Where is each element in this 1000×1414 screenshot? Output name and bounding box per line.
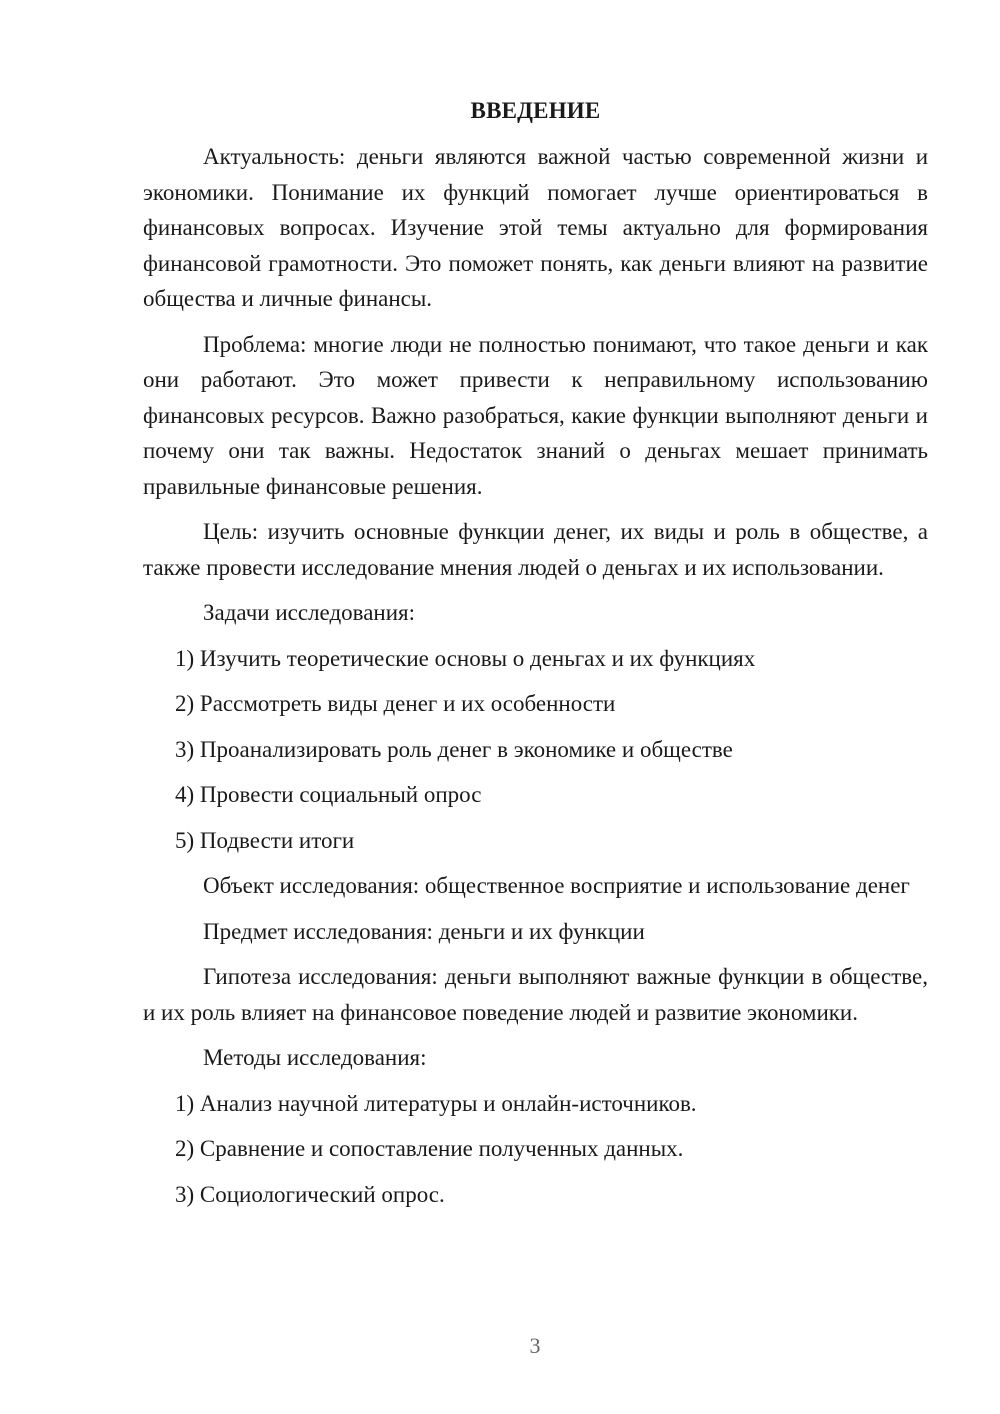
page-title: ВВЕДЕНИЕ xyxy=(470,98,601,123)
page-number: 3 xyxy=(529,1333,541,1358)
object-paragraph: Объект исследования: общественное восприятие и использование денег xyxy=(203,873,910,898)
list-item: 2) Сравнение и сопоставление полученных данных. xyxy=(175,1136,684,1161)
methods-heading: Методы исследования: xyxy=(203,1045,427,1070)
list-item: 4) Провести социальный опрос xyxy=(175,782,482,807)
hypothesis-paragraph: Гипотеза исследования: деньги выполняют важные функции в обществе, и их роль влияет на финансовое поведение людей и развитие экономики. xyxy=(143,964,928,1025)
list-item: 3) Проанализировать роль денег в экономике и обществе xyxy=(175,736,733,762)
document-page xyxy=(143,95,928,1222)
goal-paragraph: Цель: изучить основные функции денег, их виды и роль в обществе, а также провести исследование мнения людей о деньгах и их использовании. xyxy=(143,519,928,580)
subject-paragraph: Предмет исследования: деньги и их функции xyxy=(203,918,645,944)
list-item: 2) Рассмотреть виды денег и их особенности xyxy=(175,691,616,716)
list-item: 1) Анализ научной литературы и онлайн-источников. xyxy=(175,1090,697,1116)
list-item: 3) Социологический опрос. xyxy=(175,1181,445,1207)
tasks-heading: Задачи исследования: xyxy=(203,600,416,625)
problem-paragraph: Проблема: многие люди не полностью понимают, что такое деньги и как они работают. Это может привести к неправильному использованию финансовых ресурсов. Важно разобраться, какие функции выполняют деньги и почему они так важны. Недостаток знаний о деньгах мешает принимать правильные финансовые решения. xyxy=(143,331,928,499)
tasks-list xyxy=(143,641,928,859)
list-item: 5) Подвести итоги xyxy=(175,827,355,853)
methods-list xyxy=(143,1086,928,1213)
relevance-paragraph: Актуальность: деньги являются важной частью современной жизни и экономики. Понимание их функций помогает лучше ориентироваться в финансовых вопросах. Изучение этой темы актуально для формирования финансовой грамотности. Это поможет понять, как деньги влияют на развитие общества и личные финансы. xyxy=(143,144,928,311)
list-item: 1) Изучить теоретические основы о деньгах и их функциях xyxy=(175,645,756,671)
